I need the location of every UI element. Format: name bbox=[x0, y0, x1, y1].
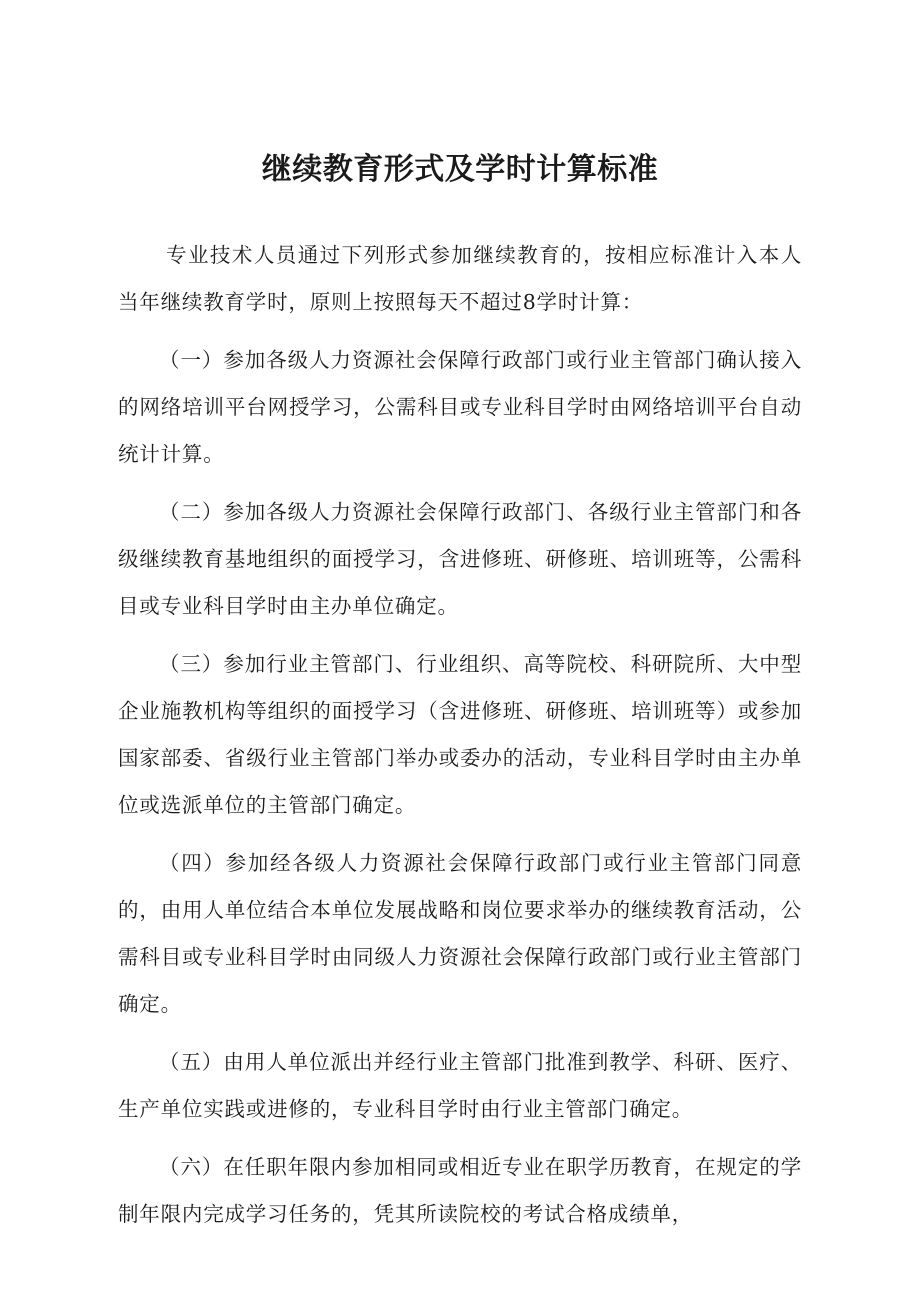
item-paragraph-5: （五）由用人单位派出并经行业主管部门批准到教学、科研、医疗、生产单位实践或进修的，专业科目学时由行业主管部门确定。 bbox=[118, 1050, 802, 1121]
intro-paragraph: 专业技术人员通过下列形式参加继续教育的，按相应标准计入本人当年继续教育学时，原则上按照每天不超过8学时计算： bbox=[118, 243, 802, 314]
document-title: 继续教育形式及学时计算标准 bbox=[261, 152, 659, 187]
item-paragraph-6: （六）在任职年限内参加相同或相近专业在职学历教育，在规定的学制年限内完成学习任务的，凭其所读院校的考试合格成绩单， bbox=[118, 1155, 802, 1226]
item-paragraph-3: （三）参加行业主管部门、行业组织、高等院校、科研院所、大中型企业施教机构等组织的面授学习（含进修班、研修班、培训班等）或参加国家部委、省级行业主管部门举办或委办的活动，专业科目学时由主办单位或选派单位的主管部门确定。 bbox=[118, 652, 802, 817]
item-paragraph-1: （一）参加各级人力资源社会保障行政部门或行业主管部门确认接入的网络培训平台网授学习，公需科目或专业科目学时由网络培训平台自动统计计算。 bbox=[118, 348, 802, 466]
document-body bbox=[118, 232, 802, 1238]
item-paragraph-2: （二）参加各级人力资源社会保障行政部门、各级行业主管部门和各级继续教育基地组织的面授学习，含进修班、研修班、培训班等，公需科目或专业科目学时由主办单位确定。 bbox=[118, 500, 802, 618]
document-page bbox=[118, 148, 802, 1249]
item-paragraph-4: （四）参加经各级人力资源社会保障行政部门或行业主管部门同意的，由用人单位结合本单位发展战略和岗位要求举办的继续教育活动，公需科目或专业科目学时由同级人力资源社会保障行政部门或行业主管部门确定。 bbox=[118, 851, 802, 1016]
